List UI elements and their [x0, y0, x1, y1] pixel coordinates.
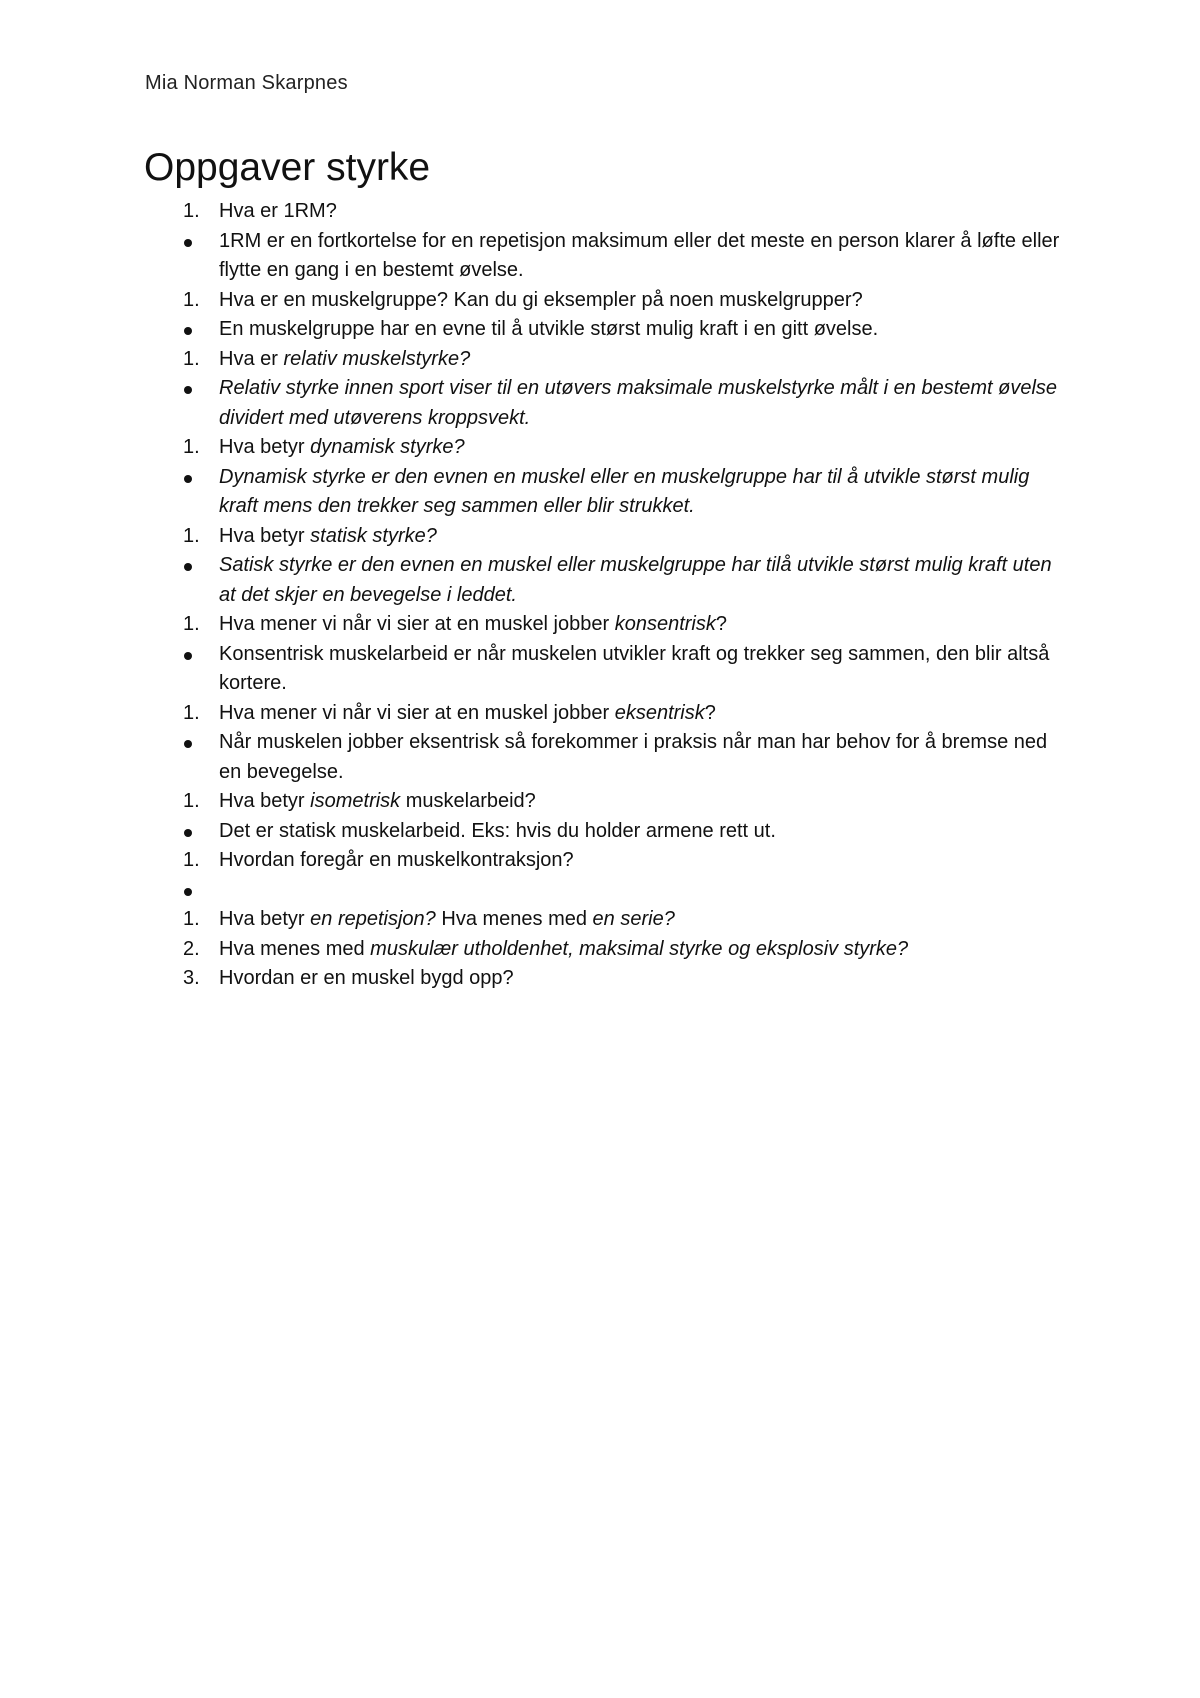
answer-item	[145, 227, 1065, 286]
text-segment: Hva er en muskelgruppe? Kan du gi eksempler på noen muskelgrupper?	[219, 288, 863, 311]
bullet-icon	[184, 563, 192, 571]
answer-item	[145, 876, 1065, 906]
italic-text-segment: statisk styrke?	[310, 524, 437, 547]
text-segment: Hva betyr	[219, 790, 311, 812]
answer-item	[145, 374, 1065, 433]
italic-text-segment: relativ muskelstyrke?	[283, 347, 471, 370]
answer-item	[145, 728, 1065, 787]
text-segment: muskelarbeid?	[400, 790, 536, 812]
question-item	[145, 699, 1065, 729]
bullet-icon	[184, 652, 192, 660]
question-item	[145, 610, 1065, 640]
text-segment: Det er statisk muskelarbeid. Eks: hvis du holder armene rett ut.	[219, 819, 776, 842]
list-number: 1.	[183, 908, 200, 930]
item-text	[219, 525, 437, 547]
bullet-icon	[184, 888, 192, 896]
text-segment: Hva mener vi når vi sier at en muskel jobber	[219, 613, 615, 635]
text-segment: ?	[715, 613, 727, 635]
list-number: 3.	[183, 967, 200, 989]
list-number: 1.	[183, 790, 200, 812]
item-text	[219, 967, 514, 989]
text-segment: Hva betyr	[219, 436, 311, 458]
item-text	[219, 377, 1057, 429]
item-text	[219, 613, 727, 635]
item-text	[219, 938, 908, 960]
item-text	[219, 731, 1047, 783]
italic-text-segment: dynamisk styrke?	[310, 436, 465, 458]
item-text	[219, 289, 863, 311]
text-segment: 1RM er en fortkortelse for en repetisjon maksimum eller det meste en person klarer å løfte eller flytte en gang i en bestemt øvelse.	[219, 229, 1060, 281]
text-segment: Hvordan er en muskel bygd opp?	[219, 967, 514, 989]
italic-text-segment: en repetisjon?	[310, 908, 436, 930]
italic-text-segment: eksentrisk	[614, 701, 705, 724]
answer-item	[145, 315, 1065, 345]
list-number: 1.	[183, 524, 200, 547]
list-number: 1.	[183, 701, 200, 724]
text-segment: Når muskelen jobber eksentrisk så forekommer i praksis når man har behov for å bremse ned en bevegelse.	[219, 731, 1048, 783]
bullet-icon	[184, 386, 192, 394]
list-number: 1.	[183, 200, 200, 222]
answer-item	[145, 817, 1065, 847]
item-text	[219, 879, 225, 901]
text-segment: En muskelgruppe har en evne til å utvikle størst mulig kraft i en gitt øvelse.	[219, 318, 879, 340]
text-segment: Hva betyr	[219, 908, 311, 930]
italic-text-segment: Satisk styrke er den evnen en muskel eller muskelgruppe har tilå utvikle størst mulig kraft uten at det skjer en bevegelse i leddet.	[219, 554, 1052, 606]
text-segment: Hva menes med	[435, 908, 593, 930]
item-text	[219, 643, 1049, 695]
list-number: 1.	[183, 436, 200, 458]
text-segment: ?	[704, 701, 716, 724]
item-text	[219, 466, 1029, 518]
text-segment: Hva er 1RM?	[219, 200, 337, 222]
item-text	[219, 554, 1052, 606]
item-text	[219, 230, 1059, 282]
list-number: 1.	[183, 613, 200, 635]
item-text	[219, 702, 716, 724]
question-item	[145, 286, 1065, 316]
text-segment: Hva mener vi når vi sier at en muskel jobber	[219, 701, 615, 724]
list-number: 2.	[183, 937, 200, 960]
question-item	[145, 846, 1065, 876]
text-segment: Hva menes med	[219, 937, 371, 960]
text-segment: Hva er	[219, 347, 284, 370]
author-name: Mia Norman Skarpnes	[145, 72, 348, 94]
list-number: 1.	[183, 347, 200, 370]
bullet-icon	[184, 475, 192, 483]
item-text	[219, 790, 536, 812]
list-number: 1.	[183, 849, 200, 871]
text-segment: Hvordan foregår en muskelkontraksjon?	[219, 849, 574, 871]
bullet-icon	[184, 239, 192, 247]
answer-item	[145, 463, 1065, 522]
item-text	[219, 820, 776, 842]
list-number: 1.	[183, 288, 200, 311]
italic-text-segment: Relativ styrke innen sport viser til en utøvers maksimale muskelstyrke målt i en bestemt øvelse dividert med utøverens kroppsvekt.	[219, 377, 1058, 429]
italic-text-segment: en serie?	[592, 908, 675, 930]
item-text	[219, 348, 470, 370]
item-text	[219, 200, 337, 222]
task-list	[145, 197, 1065, 994]
question-item	[145, 964, 1065, 994]
italic-text-segment: konsentrisk	[614, 613, 716, 635]
item-text	[219, 318, 878, 340]
answer-item	[145, 640, 1065, 699]
bullet-icon	[184, 829, 192, 837]
answer-item	[145, 551, 1065, 610]
question-item	[145, 197, 1065, 227]
item-text	[219, 908, 675, 930]
question-item	[145, 522, 1065, 552]
bullet-icon	[184, 740, 192, 748]
question-item	[145, 935, 1065, 965]
question-item	[145, 433, 1065, 463]
question-item	[145, 787, 1065, 817]
document-title: Oppgaver styrke	[144, 146, 431, 189]
italic-text-segment: isometrisk	[310, 790, 401, 812]
text-segment: Konsentrisk muskelarbeid er når muskelen utvikler kraft og trekker seg sammen, den blir altså kortere.	[219, 642, 1050, 694]
question-item	[145, 345, 1065, 375]
item-text	[219, 436, 465, 458]
italic-text-segment: muskulær utholdenhet, maksimal styrke og eksplosiv styrke?	[370, 937, 909, 960]
question-item	[145, 905, 1065, 935]
italic-text-segment: Dynamisk styrke er den evnen en muskel eller en muskelgruppe har til å utvikle størst mulig kraft mens den trekker seg sammen eller blir strukket.	[219, 465, 1030, 517]
bullet-icon	[184, 327, 192, 335]
item-text	[219, 849, 574, 871]
text-segment: Hva betyr	[219, 524, 311, 547]
